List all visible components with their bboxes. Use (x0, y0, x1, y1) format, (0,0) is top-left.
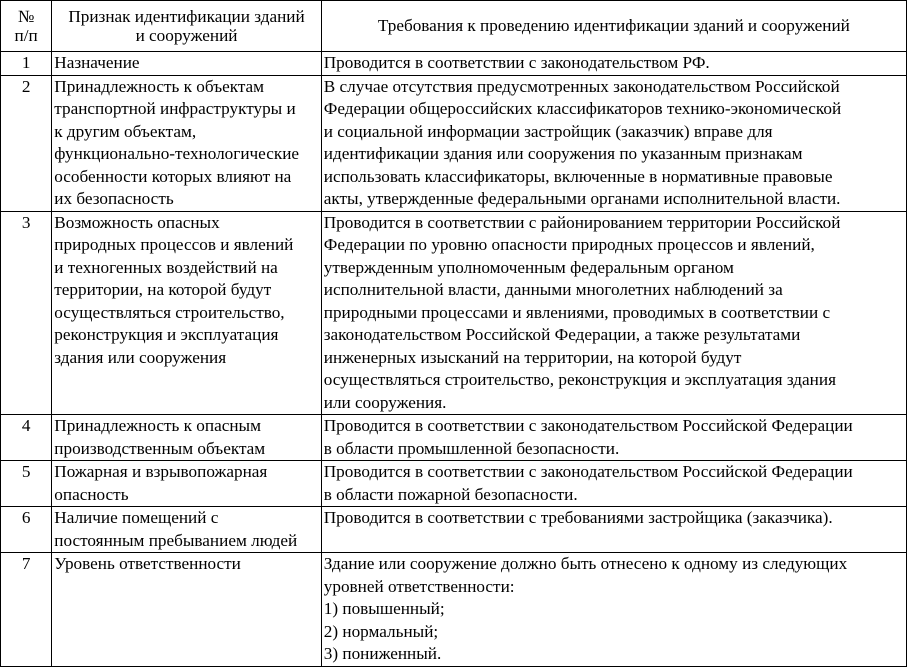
sign-line: Уровень ответственности (54, 554, 241, 573)
sign-line: здания или сооружения (54, 347, 227, 367)
row-sign (52, 211, 321, 415)
requirement-line: в области промышленной безопасности. (323, 438, 620, 458)
requirement-line: природными процессами и явлениями, проводимых в соответствии с (323, 302, 831, 322)
requirement-line: идентификации здания или сооружения по указанным признакам (323, 144, 803, 163)
sign-line: Наличие помещений с (54, 508, 219, 527)
requirement-line: Проводится в соответствии с требованиями застройщика (заказчика). (323, 508, 833, 527)
requirement-line: инженерных изысканий на территории, на которой будут (323, 347, 742, 367)
row-sign (52, 415, 321, 461)
requirement-line: Федерации по уровню опасности природных процессов и явлений, (323, 235, 815, 254)
requirement-line: Проводится в соответствии с законодательством РФ. (323, 53, 710, 72)
row-requirements (321, 507, 906, 553)
row-requirements (321, 52, 906, 76)
row-requirements (321, 553, 906, 667)
row-requirements (321, 75, 906, 211)
sign-line: осуществляться строительство, (54, 302, 285, 322)
requirement-line: Проводится в соответствии с законодательством Российской Федерации (323, 416, 853, 435)
header-requirements: Требования к проведению идентификации зданий и сооружений (321, 1, 906, 52)
row-number: 3 (1, 211, 52, 415)
sign-line: функционально-технологические (54, 144, 300, 163)
sign-line: Возможность опасных (54, 212, 220, 232)
row-sign (52, 507, 321, 553)
table-row (1, 461, 907, 507)
row-requirements (321, 415, 906, 461)
row-number: 1 (1, 52, 52, 76)
sign-line: и техногенных воздействий на (54, 257, 278, 277)
sign-line: Принадлежность к опасным (54, 416, 261, 435)
requirement-line: осуществляться строительство, реконструкция и эксплуатация здания (323, 370, 836, 389)
requirement-line: Проводится в соответствии с законодательством Российской Федерации (323, 462, 853, 481)
sign-line: их безопасность (54, 189, 174, 208)
requirement-line: и социальной информации застройщик (заказчик) вправе для (323, 121, 773, 141)
requirement-line: или сооружения. (323, 392, 447, 412)
row-number: 7 (1, 553, 52, 667)
requirement-line: В случае отсутствия предусмотренных законодательством Российской (323, 76, 840, 96)
table-row (1, 415, 907, 461)
table-row (1, 52, 907, 76)
requirement-line: 2) нормальный; (323, 621, 439, 641)
table-row (1, 211, 907, 415)
row-number: 6 (1, 507, 52, 553)
requirement-line: в области пожарной безопасности. (323, 484, 578, 504)
table-row (1, 553, 907, 667)
header-number: № п/п (1, 1, 52, 52)
row-sign (52, 75, 321, 211)
table-row (1, 75, 907, 211)
sign-line: Принадлежность к объектам (54, 76, 265, 96)
requirement-line: законодательством Российской Федерации, а также результатами (323, 325, 801, 344)
requirement-line: Проводится в соответствии с районированием территории Российской (323, 212, 841, 232)
table-row (1, 507, 907, 553)
sign-line: Пожарная и взрывопожарная (54, 462, 268, 481)
sign-line: Назначение (54, 53, 140, 72)
header-row (1, 1, 907, 52)
sign-line: постоянным пребыванием людей (54, 530, 298, 550)
sign-line: особенности которых влияют на (54, 166, 292, 186)
row-number: 2 (1, 75, 52, 211)
sign-line: природных процессов и явлений (54, 235, 294, 254)
requirement-line: исполнительной власти, данными многолетних наблюдений за (323, 280, 783, 299)
row-requirements (321, 461, 906, 507)
requirement-line: 3) пониженный. (323, 644, 442, 663)
requirement-line: акты, утвержденные федеральными органами исполнительной власти. (323, 189, 841, 208)
row-requirements (321, 211, 906, 415)
row-sign (52, 461, 321, 507)
row-number: 5 (1, 461, 52, 507)
requirement-line: 1) повышенный; (323, 599, 445, 618)
row-number: 4 (1, 415, 52, 461)
requirement-line: Здание или сооружение должно быть отнесено к одному из следующих (323, 554, 848, 573)
row-sign (52, 553, 321, 667)
sign-line: транспортной инфраструктуры и (54, 99, 296, 118)
requirement-line: утвержденным уполномоченным федеральным органом (323, 257, 734, 277)
sign-line: опасность (54, 484, 129, 504)
sign-line: реконструкция и эксплуатация (54, 325, 279, 344)
requirement-line: уровней ответственности: (323, 576, 515, 596)
requirement-line: Федерации общероссийских классификаторов технико-экономической (323, 99, 842, 118)
table-body (1, 52, 907, 667)
requirement-line: использовать классификаторы, включенные в нормативные правовые (323, 166, 833, 186)
sign-line: производственным объектам (54, 438, 266, 458)
row-sign (52, 52, 321, 76)
sign-line: территории, на которой будут (54, 280, 272, 299)
sign-line: к другим объектам, (54, 121, 197, 141)
header-sign: Признак идентификации зданий и сооружений (52, 1, 321, 52)
